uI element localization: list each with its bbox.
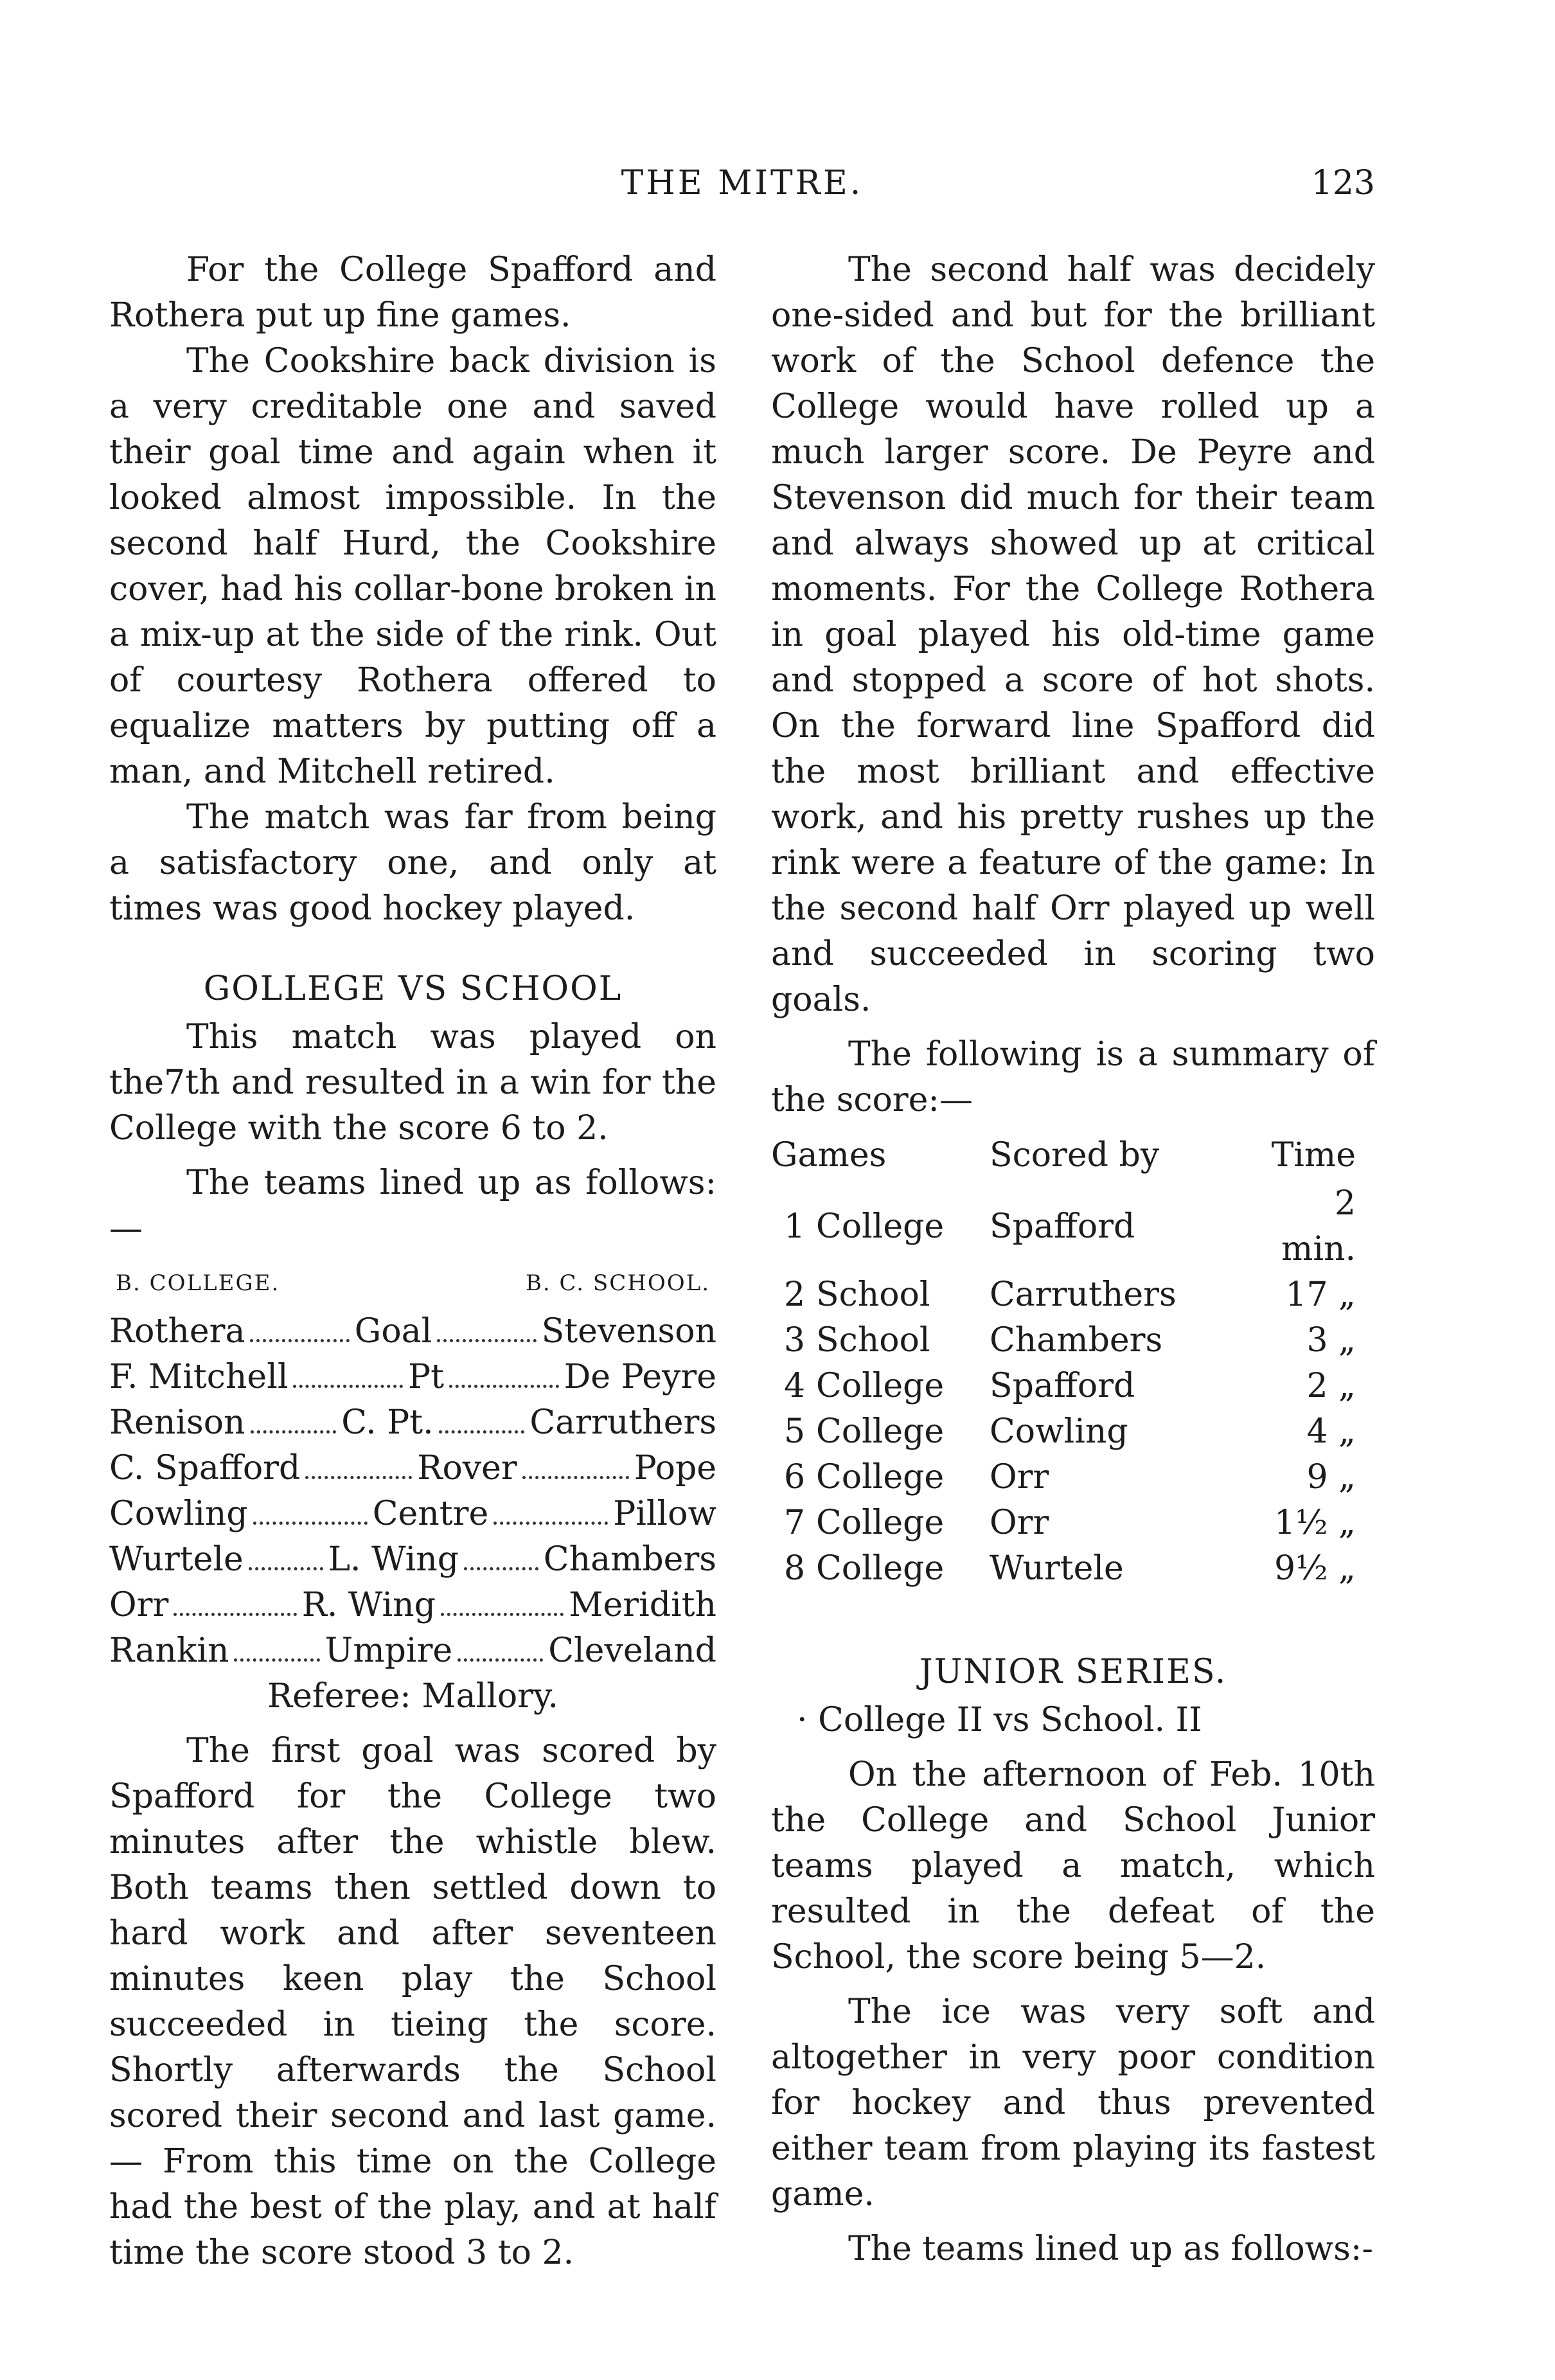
game-scorer: Orr [990, 1458, 1049, 1496]
leader-dots [293, 1385, 403, 1388]
game-scorer: Spafford [990, 1367, 1135, 1405]
game-time: 9 „ [1306, 1458, 1356, 1496]
lineup-row [109, 1491, 716, 1537]
college-player: Renison [109, 1403, 245, 1442]
lineup-row [109, 1354, 716, 1400]
school-player: Carruthers [529, 1403, 717, 1442]
page-header [109, 164, 1375, 215]
school-player: Meridith [569, 1586, 717, 1624]
game-number: 8 [784, 1549, 806, 1588]
right-column [771, 247, 1375, 2272]
paragraph: This match was played on the7th and resulted in a win for the College with the score 6 to 2. [109, 1018, 716, 1148]
game-team: College [816, 1207, 945, 1246]
table-header-row [771, 1130, 1375, 1181]
game-scorer: Carruthers [990, 1275, 1177, 1314]
leader-dots [173, 1613, 296, 1616]
leader-dots [493, 1522, 608, 1525]
paragraph: The first goal was scored by Spafford for the College two minutes after the whistle blew. Both teams then settled down to hard work and after seventeen minutes keen play the School succeeded in tieing the score. Shortly afterwards the School scored their second and last game.— From this time on the College had the best of the play, and at half time the score stood 3 to 2. [109, 1732, 716, 2272]
lineup-row [109, 1628, 716, 1674]
lineup-row [109, 1583, 716, 1628]
table-row [771, 1455, 1375, 1500]
leader-dots [305, 1476, 412, 1479]
game-team: College [816, 1412, 945, 1451]
college-player: Rankin [109, 1631, 229, 1670]
game-team: School [816, 1275, 930, 1314]
table-row [771, 1181, 1375, 1272]
college-player: C. Spafford [109, 1449, 301, 1487]
lineup-row [109, 1309, 716, 1354]
game-number: 2 [784, 1275, 806, 1314]
position: C. Pt. [341, 1403, 434, 1442]
table-row [771, 1272, 1375, 1318]
game-time: 17 „ [1285, 1275, 1356, 1314]
section-heading: GOLLEGE VS SCHOOL [203, 970, 623, 1008]
running-title: THE MITRE. [621, 164, 864, 202]
leader-dots [458, 1658, 543, 1662]
lineup-table [109, 1309, 716, 1674]
paragraph: The ice was very soft and altogether in very poor condition for hockey and thus prevented either team from playing its fastest game. [771, 1993, 1375, 2214]
position: Centre [372, 1495, 489, 1533]
column-header-scored-by: Scored by [990, 1135, 1160, 1175]
school-player: Pope [634, 1449, 716, 1487]
leader-dots [449, 1385, 559, 1388]
paragraph: For the College Spafford and Rothera put up fine games. [109, 251, 716, 335]
game-number: 5 [784, 1412, 806, 1451]
column-header-time: Time [1271, 1135, 1356, 1175]
game-time: 9½ „ [1274, 1549, 1356, 1588]
game-scorer: Chambers [990, 1321, 1163, 1360]
leader-dots [522, 1476, 629, 1479]
game-number: 1 [784, 1207, 806, 1246]
game-team: College [816, 1458, 945, 1496]
game-number: 7 [784, 1504, 806, 1542]
paragraph: The second half was decidely one-sided and but for the brilliant work of the School defence the College would have rolled up a much larger score. De Peyre and Stevenson did much for their team and always showed up at critical moments. For the College Rothera in goal played his old-time game and stopped a score of hot shots. On the forward line Spafford did the most brilliant and effective work, and his pretty rushes up the rink were a feature of the game: In the second half Orr played up well and succeeded in scoring two goals. [771, 251, 1375, 1019]
college-player: Cowling [109, 1495, 248, 1533]
college-player: Rothera [109, 1312, 245, 1351]
game-number: 6 [784, 1458, 806, 1496]
leader-dots [253, 1522, 368, 1525]
position: Goal [354, 1312, 432, 1351]
paragraph: The match was far from being a satisfactory one, and only at times was good hockey played. [109, 798, 716, 928]
page-number: 123 [1311, 164, 1375, 202]
team-college-label: B. COLLEGE. [116, 1270, 280, 1296]
school-player: Chambers [543, 1540, 716, 1579]
game-time: 4 „ [1306, 1412, 1356, 1451]
leader-dots [250, 1339, 349, 1342]
game-time: 2 „ [1306, 1367, 1356, 1405]
table-row [771, 1500, 1375, 1546]
table-row [771, 1318, 1375, 1363]
school-player: Stevenson [541, 1312, 717, 1351]
game-time: 1½ „ [1274, 1504, 1356, 1542]
lineup-team-headers [109, 1261, 716, 1306]
paragraph: The Cookshire back division is a very creditable one and saved their goal time and again when it looked almost impossible. In the second half Hurd, the Cookshire cover, had his collar-bone broken in a mix-up at the side of the rink. Out of courtesy Rothera offered to equalize matters by putting off a man, and Mitchell retired. [109, 342, 716, 791]
position: R. Wing [301, 1586, 436, 1624]
lineup-row [109, 1537, 716, 1583]
school-player: Pillow [613, 1495, 716, 1533]
paragraph: The teams lined up as follows:— [109, 1164, 716, 1248]
leader-dots [251, 1430, 337, 1434]
college-player: Orr [109, 1586, 169, 1624]
position: Rover [417, 1449, 517, 1487]
school-player: Cleveland [548, 1631, 717, 1670]
lineup-row [109, 1446, 716, 1491]
game-number: 4 [784, 1367, 806, 1405]
paragraph: The following is a summary of the score:— [771, 1035, 1375, 1119]
game-team: College [816, 1504, 945, 1542]
game-team: College [816, 1367, 945, 1405]
paragraph: On the afternoon of Feb. 10th the College and School Junior teams played a match, which resulted in the defeat of the School, the score being 5—2. [771, 1755, 1375, 1976]
position: Umpire [324, 1631, 453, 1670]
leader-dots [464, 1567, 538, 1570]
game-number: 3 [784, 1321, 806, 1360]
position: Pt [408, 1358, 444, 1396]
game-scorer: Wurtele [990, 1549, 1124, 1588]
left-column [109, 247, 716, 2276]
table-row [771, 1546, 1375, 1592]
lineup-row [109, 1400, 716, 1446]
game-time: 2 min. [1281, 1184, 1356, 1268]
leader-dots [234, 1658, 319, 1662]
game-time: 3 „ [1306, 1321, 1356, 1360]
leader-dots [437, 1339, 536, 1342]
leader-dots [249, 1567, 323, 1570]
section-heading: JUNIOR SERIES. [919, 1653, 1227, 1691]
column-header-games: Games [771, 1135, 887, 1175]
game-scorer: Spafford [990, 1207, 1135, 1246]
table-row [771, 1363, 1375, 1409]
game-team: School [816, 1321, 930, 1360]
referee-line: Referee: Mallory. [267, 1677, 559, 1716]
position: L. Wing [328, 1540, 459, 1579]
team-school-label: B. C. SCHOOL. [525, 1270, 710, 1296]
table-row [771, 1409, 1375, 1455]
college-player: F. Mitchell [109, 1358, 289, 1396]
game-scorer: Orr [990, 1504, 1049, 1542]
college-player: Wurtele [109, 1540, 244, 1579]
score-summary-table [771, 1130, 1375, 1592]
subheading: · College II vs School. II [797, 1701, 1202, 1739]
match-title: College II vs School. II [818, 1701, 1202, 1739]
school-player: De Peyre [564, 1358, 717, 1396]
game-team: College [816, 1549, 945, 1588]
leader-dots [439, 1430, 525, 1434]
leader-dots [441, 1613, 564, 1616]
paragraph: The teams lined up as follows:- [848, 2230, 1373, 2268]
game-scorer: Cowling [990, 1412, 1128, 1451]
